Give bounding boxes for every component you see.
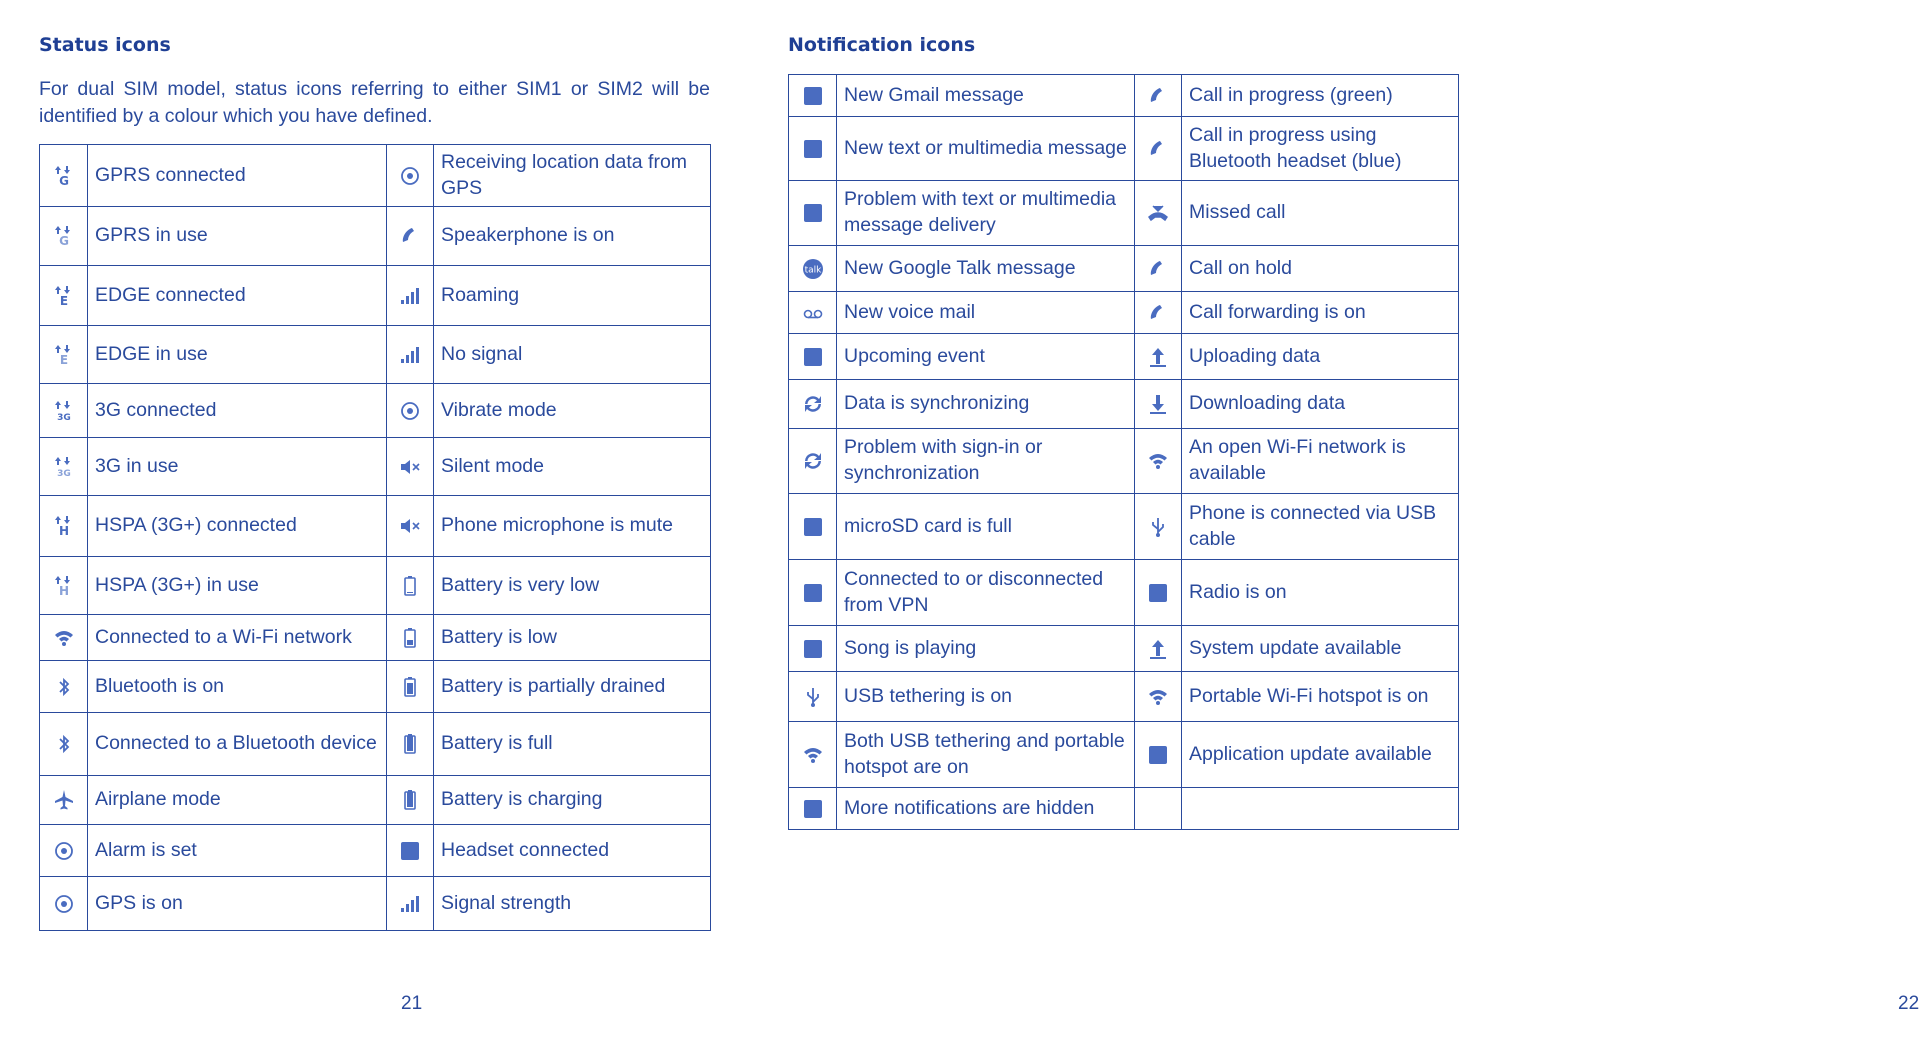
3g-connected-icon (52, 399, 76, 423)
gps-location-icon (398, 164, 422, 188)
icon-cell (789, 429, 837, 494)
no-signal-icon (398, 343, 422, 367)
battery-low-icon (398, 626, 422, 650)
label-cell: Vibrate mode (434, 384, 711, 438)
label-cell: Uploading data (1182, 334, 1459, 380)
battery-very-low-icon (398, 574, 422, 598)
icon-cell (789, 494, 837, 560)
label-cell: No signal (434, 326, 711, 384)
label-cell: Roaming (434, 266, 711, 326)
label-cell: System update available (1182, 626, 1459, 672)
icon-cell (387, 207, 434, 266)
headset-icon (398, 839, 422, 863)
table-row (789, 672, 1459, 722)
icon-cell (789, 722, 837, 788)
table-row (40, 438, 711, 496)
table-row (40, 713, 711, 776)
icon-cell (789, 246, 837, 292)
icon-cell (1135, 75, 1182, 117)
label-cell: Call on hold (1182, 246, 1459, 292)
table-row (40, 776, 711, 825)
icon-cell (387, 825, 434, 877)
icon-cell (40, 266, 88, 326)
icon-cell (1135, 292, 1182, 334)
icon-cell (789, 292, 837, 334)
label-cell (1182, 788, 1459, 830)
svg-text:3G: 3G (56, 468, 71, 479)
icon-cell (789, 334, 837, 380)
table-row (40, 326, 711, 384)
notification-icons-table (788, 74, 1459, 830)
section-title: Notification icons (788, 34, 976, 56)
icon-cell (789, 380, 837, 429)
label-cell: Battery is full (434, 713, 711, 776)
hspa-connected-icon (52, 514, 76, 538)
icon-cell (789, 560, 837, 626)
label-cell: HSPA (3G+) connected (88, 496, 387, 557)
hspa-in-use-icon (52, 574, 76, 598)
more-notifications-icon (801, 797, 825, 821)
label-cell: GPRS connected (88, 145, 387, 207)
icon-cell (1135, 672, 1182, 722)
table-row (789, 380, 1459, 429)
label-cell: GPRS in use (88, 207, 387, 266)
gps-on-icon (52, 892, 76, 916)
svg-text:G: G (58, 173, 69, 188)
song-playing-icon (801, 637, 825, 661)
speakerphone-icon (398, 224, 422, 248)
call-hold-icon (1146, 257, 1170, 281)
sd-full-icon (801, 515, 825, 539)
icon-cell (789, 788, 837, 830)
intro-paragraph: For dual SIM model, status icons referring to either SIM1 or SIM2 will be identified by a colour which you have defined. (39, 78, 710, 127)
table-row (40, 557, 711, 615)
label-cell: Downloading data (1182, 380, 1459, 429)
icon-cell (387, 776, 434, 825)
call-bluetooth-icon (1146, 137, 1170, 161)
edge-connected-icon (52, 284, 76, 308)
icon-cell (387, 661, 434, 713)
icon-cell (789, 672, 837, 722)
sms-icon (801, 137, 825, 161)
label-cell: Receiving location data from GPS (434, 145, 711, 207)
battery-partial-icon (398, 675, 422, 699)
icon-cell (40, 661, 88, 713)
icon-cell (387, 438, 434, 496)
icon-cell (789, 75, 837, 117)
vibrate-icon (398, 399, 422, 423)
silent-icon (398, 455, 422, 479)
label-cell: Song is playing (837, 626, 1135, 672)
upload-icon (1146, 345, 1170, 369)
icon-cell (1135, 494, 1182, 560)
battery-charging-icon (398, 788, 422, 812)
status-icons-table (39, 144, 711, 931)
label-cell: New Google Talk message (837, 246, 1135, 292)
table-row (40, 145, 711, 207)
bluetooth-connected-icon (52, 732, 76, 756)
label-cell: Radio is on (1182, 560, 1459, 626)
label-cell: Portable Wi-Fi hotspot is on (1182, 672, 1459, 722)
gprs-connected-icon (52, 164, 76, 188)
table-row (789, 722, 1459, 788)
label-cell: Call forwarding is on (1182, 292, 1459, 334)
label-cell: Phone microphone is mute (434, 496, 711, 557)
table-row (789, 560, 1459, 626)
icon-cell (1135, 246, 1182, 292)
download-icon (1146, 392, 1170, 416)
icon-cell (387, 384, 434, 438)
table-row (789, 429, 1459, 494)
table-row (789, 788, 1459, 830)
label-cell: Problem with sign-in or synchronization (837, 429, 1135, 494)
call-green-icon (1146, 84, 1170, 108)
label-cell: New Gmail message (837, 75, 1135, 117)
icon-cell (40, 825, 88, 877)
icon-cell (387, 877, 434, 931)
svg-text:talk: talk (804, 265, 821, 275)
icon-cell (40, 713, 88, 776)
icon-cell (40, 615, 88, 661)
roaming-icon (398, 284, 422, 308)
table-row (40, 266, 711, 326)
usb-tethering-icon (801, 685, 825, 709)
svg-text:E: E (59, 293, 68, 308)
label-cell: Connected to a Wi-Fi network (88, 615, 387, 661)
svg-text:H: H (58, 583, 69, 598)
hotspot-icon (1146, 685, 1170, 709)
icon-cell (1135, 626, 1182, 672)
label-cell: Battery is partially drained (434, 661, 711, 713)
edge-in-use-icon (52, 343, 76, 367)
label-cell: Upcoming event (837, 334, 1135, 380)
svg-text:3G: 3G (56, 412, 71, 423)
gprs-in-use-icon (52, 224, 76, 248)
table-row (789, 626, 1459, 672)
icon-cell (1135, 722, 1182, 788)
label-cell: EDGE in use (88, 326, 387, 384)
wifi-icon (52, 626, 76, 650)
system-update-icon (1146, 637, 1170, 661)
label-cell: 3G in use (88, 438, 387, 496)
label-cell: microSD card is full (837, 494, 1135, 560)
table-row (789, 181, 1459, 246)
label-cell: Phone is connected via USB cable (1182, 494, 1459, 560)
label-cell: New voice mail (837, 292, 1135, 334)
label-cell: 3G connected (88, 384, 387, 438)
icon-cell (40, 384, 88, 438)
label-cell: Bluetooth is on (88, 661, 387, 713)
label-cell: Connected to or disconnected from VPN (837, 560, 1135, 626)
icon-cell (40, 438, 88, 496)
icon-cell (40, 207, 88, 266)
table-row (40, 825, 711, 877)
label-cell: Signal strength (434, 877, 711, 931)
label-cell: Call in progress using Bluetooth headset (blue) (1182, 117, 1459, 181)
icon-cell (387, 557, 434, 615)
sync-icon (801, 392, 825, 416)
talk-icon (801, 257, 825, 281)
icon-cell (1135, 429, 1182, 494)
icon-cell (387, 266, 434, 326)
icon-cell (1135, 181, 1182, 246)
label-cell: Application update available (1182, 722, 1459, 788)
gmail-icon (801, 84, 825, 108)
table-row (40, 615, 711, 661)
calendar-icon (801, 345, 825, 369)
icon-cell (789, 181, 837, 246)
table-row (40, 661, 711, 713)
icon-cell (387, 713, 434, 776)
icon-cell (387, 615, 434, 661)
table-row (40, 496, 711, 557)
table-row (789, 334, 1459, 380)
table-row (40, 207, 711, 266)
airplane-icon (52, 788, 76, 812)
label-cell: New text or multimedia message (837, 117, 1135, 181)
icon-cell (387, 145, 434, 207)
label-cell: USB tethering is on (837, 672, 1135, 722)
icon-cell (1135, 380, 1182, 429)
voicemail-icon (801, 301, 825, 325)
page-number: 21 (401, 993, 423, 1014)
alarm-icon (52, 839, 76, 863)
icon-cell (387, 326, 434, 384)
icon-cell (387, 496, 434, 557)
section-title: Status icons (39, 34, 171, 56)
usb-icon (1146, 515, 1170, 539)
icon-cell (789, 117, 837, 181)
radio-icon (1146, 581, 1170, 605)
label-cell: Airplane mode (88, 776, 387, 825)
icon-cell (40, 877, 88, 931)
battery-full-icon (398, 732, 422, 756)
icon-cell (40, 326, 88, 384)
label-cell: Data is synchronizing (837, 380, 1135, 429)
mic-mute-icon (398, 514, 422, 538)
table-row (789, 494, 1459, 560)
bluetooth-icon (52, 675, 76, 699)
label-cell: Alarm is set (88, 825, 387, 877)
icon-cell (1135, 560, 1182, 626)
svg-text:G: G (58, 234, 69, 248)
icon-cell (40, 776, 88, 825)
call-forward-icon (1146, 301, 1170, 325)
icon-cell (1135, 788, 1182, 830)
label-cell: GPS is on (88, 877, 387, 931)
vpn-icon (801, 581, 825, 605)
label-cell: Call in progress (green) (1182, 75, 1459, 117)
app-update-icon (1146, 743, 1170, 767)
tether-hotspot-icon (801, 743, 825, 767)
icon-cell (40, 496, 88, 557)
table-row (789, 246, 1459, 292)
label-cell: HSPA (3G+) in use (88, 557, 387, 615)
label-cell: More notifications are hidden (837, 788, 1135, 830)
page-number: 22 (1898, 993, 1919, 1014)
signal-strength-icon (398, 892, 422, 916)
svg-text:E: E (59, 352, 68, 367)
label-cell: Battery is low (434, 615, 711, 661)
missed-call-icon (1146, 201, 1170, 225)
sms-problem-icon (801, 201, 825, 225)
label-cell: Problem with text or multimedia message delivery (837, 181, 1135, 246)
icon-cell (40, 557, 88, 615)
label-cell: An open Wi-Fi network is available (1182, 429, 1459, 494)
label-cell: Headset connected (434, 825, 711, 877)
label-cell: Silent mode (434, 438, 711, 496)
label-cell: Battery is charging (434, 776, 711, 825)
table-row (789, 75, 1459, 117)
label-cell: Speakerphone is on (434, 207, 711, 266)
open-wifi-icon (1146, 449, 1170, 473)
svg-text:H: H (58, 524, 69, 538)
icon-cell (789, 626, 837, 672)
label-cell: Battery is very low (434, 557, 711, 615)
3g-in-use-icon (52, 455, 76, 479)
label-cell: EDGE connected (88, 266, 387, 326)
label-cell: Connected to a Bluetooth device (88, 713, 387, 776)
table-row (789, 292, 1459, 334)
label-cell: Missed call (1182, 181, 1459, 246)
icon-cell (40, 145, 88, 207)
label-cell: Both USB tethering and portable hotspot are on (837, 722, 1135, 788)
table-row (789, 117, 1459, 181)
icon-cell (1135, 117, 1182, 181)
icon-cell (1135, 334, 1182, 380)
table-row (40, 877, 711, 931)
sync-problem-icon (801, 449, 825, 473)
table-row (40, 384, 711, 438)
